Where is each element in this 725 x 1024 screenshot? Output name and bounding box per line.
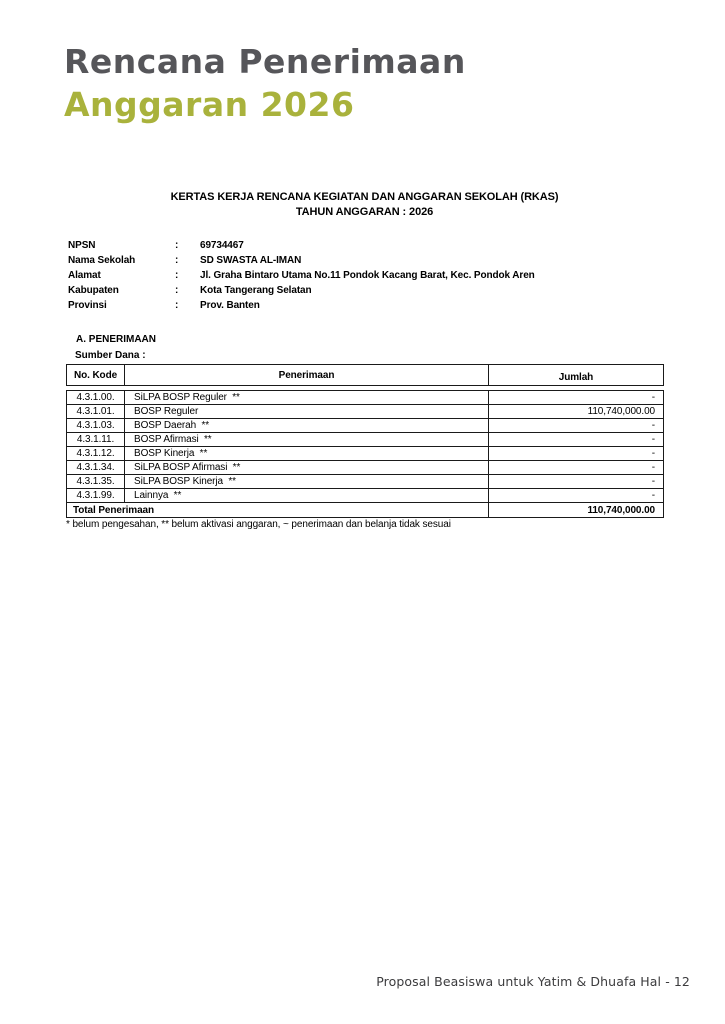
receipt-code: 4.3.1.11.	[67, 433, 125, 447]
receipt-row	[67, 461, 664, 475]
page-footer: Proposal Beasiswa untuk Yatim & Dhuafa Hal - 12	[376, 974, 690, 989]
page-title-line1: Rencana Penerimaan	[64, 42, 466, 81]
school-info-row	[68, 298, 628, 313]
school-info-separator: :	[175, 300, 179, 311]
receipt-code: 4.3.1.01.	[67, 405, 125, 419]
receipt-name: BOSP Kinerja **	[125, 447, 489, 461]
school-info-label: Provinsi	[68, 300, 107, 311]
document-header-line2: TAHUN ANGGARAN : 2026	[295, 206, 434, 218]
receipt-code: 4.3.1.34.	[67, 461, 125, 475]
school-info-value: Kota Tangerang Selatan	[200, 285, 312, 296]
receipt-name: SiLPA BOSP Afirmasi **	[125, 461, 489, 475]
school-info-label: Nama Sekolah	[68, 255, 136, 266]
receipt-row	[67, 475, 664, 489]
section-heading-penerimaan: A. PENERIMAAN	[76, 334, 157, 345]
receipt-amount: -	[489, 419, 664, 433]
school-info-value: 69734467	[200, 240, 244, 251]
receipt-name: SiLPA BOSP Reguler **	[125, 391, 489, 405]
receipt-name: BOSP Afirmasi **	[125, 433, 489, 447]
receipt-amount: 110,740,000.00	[489, 405, 664, 419]
school-info-row	[68, 283, 628, 298]
receipt-row	[67, 405, 664, 419]
total-amount: 110,740,000.00	[489, 503, 664, 518]
receipt-row	[67, 489, 664, 503]
column-header-penerimaan: Penerimaan	[125, 365, 489, 386]
document-header-line1: KERTAS KERJA RENCANA KEGIATAN DAN ANGGARAN SEKOLAH (RKAS)	[170, 191, 559, 203]
school-info-label: NPSN	[68, 240, 96, 251]
receipt-amount: -	[489, 489, 664, 503]
receipts-table-body	[66, 390, 664, 518]
receipt-name: BOSP Reguler	[125, 405, 489, 419]
receipts-table	[66, 364, 663, 518]
document-header	[66, 190, 663, 220]
receipt-name: SiLPA BOSP Kinerja **	[125, 475, 489, 489]
section-subheading-sumber-dana: Sumber Dana :	[75, 350, 146, 361]
receipt-amount: -	[489, 475, 664, 489]
school-info	[68, 238, 628, 313]
receipt-row	[67, 419, 664, 433]
school-info-separator: :	[175, 240, 179, 251]
table-footnote: * belum pengesahan, ** belum aktivasi anggaran, ~ penerimaan dan belanja tidak sesuai	[66, 519, 451, 530]
receipt-amount: -	[489, 391, 664, 405]
receipt-row	[67, 391, 664, 405]
total-label: Total Penerimaan	[67, 503, 489, 518]
school-info-label: Kabupaten	[68, 285, 119, 296]
receipt-row	[67, 447, 664, 461]
receipt-row	[67, 433, 664, 447]
school-info-separator: :	[175, 270, 179, 281]
school-info-row	[68, 238, 628, 253]
receipt-name: Lainnya **	[125, 489, 489, 503]
receipt-code: 4.3.1.99.	[67, 489, 125, 503]
receipt-amount: -	[489, 461, 664, 475]
school-info-value: SD SWASTA AL-IMAN	[200, 255, 302, 266]
receipts-table-header	[66, 364, 664, 386]
receipt-code: 4.3.1.12.	[67, 447, 125, 461]
school-info-row	[68, 253, 628, 268]
column-header-no-kode: No. Kode	[67, 365, 125, 386]
school-info-value: Jl. Graha Bintaro Utama No.11 Pondok Kacang Barat, Kec. Pondok Aren	[200, 270, 535, 281]
school-info-separator: :	[175, 255, 179, 266]
page-title-line2: Anggaran 2026	[64, 85, 355, 124]
receipt-code: 4.3.1.03.	[67, 419, 125, 433]
school-info-separator: :	[175, 285, 179, 296]
school-info-label: Alamat	[68, 270, 101, 281]
receipt-name: BOSP Daerah **	[125, 419, 489, 433]
school-info-value: Prov. Banten	[200, 300, 260, 311]
receipt-amount: -	[489, 433, 664, 447]
receipt-code: 4.3.1.35.	[67, 475, 125, 489]
total-row	[67, 503, 664, 518]
page-title	[64, 40, 466, 126]
receipt-amount: -	[489, 447, 664, 461]
receipt-code: 4.3.1.00.	[67, 391, 125, 405]
school-info-row	[68, 268, 628, 283]
column-header-jumlah: Jumlah	[489, 365, 664, 386]
